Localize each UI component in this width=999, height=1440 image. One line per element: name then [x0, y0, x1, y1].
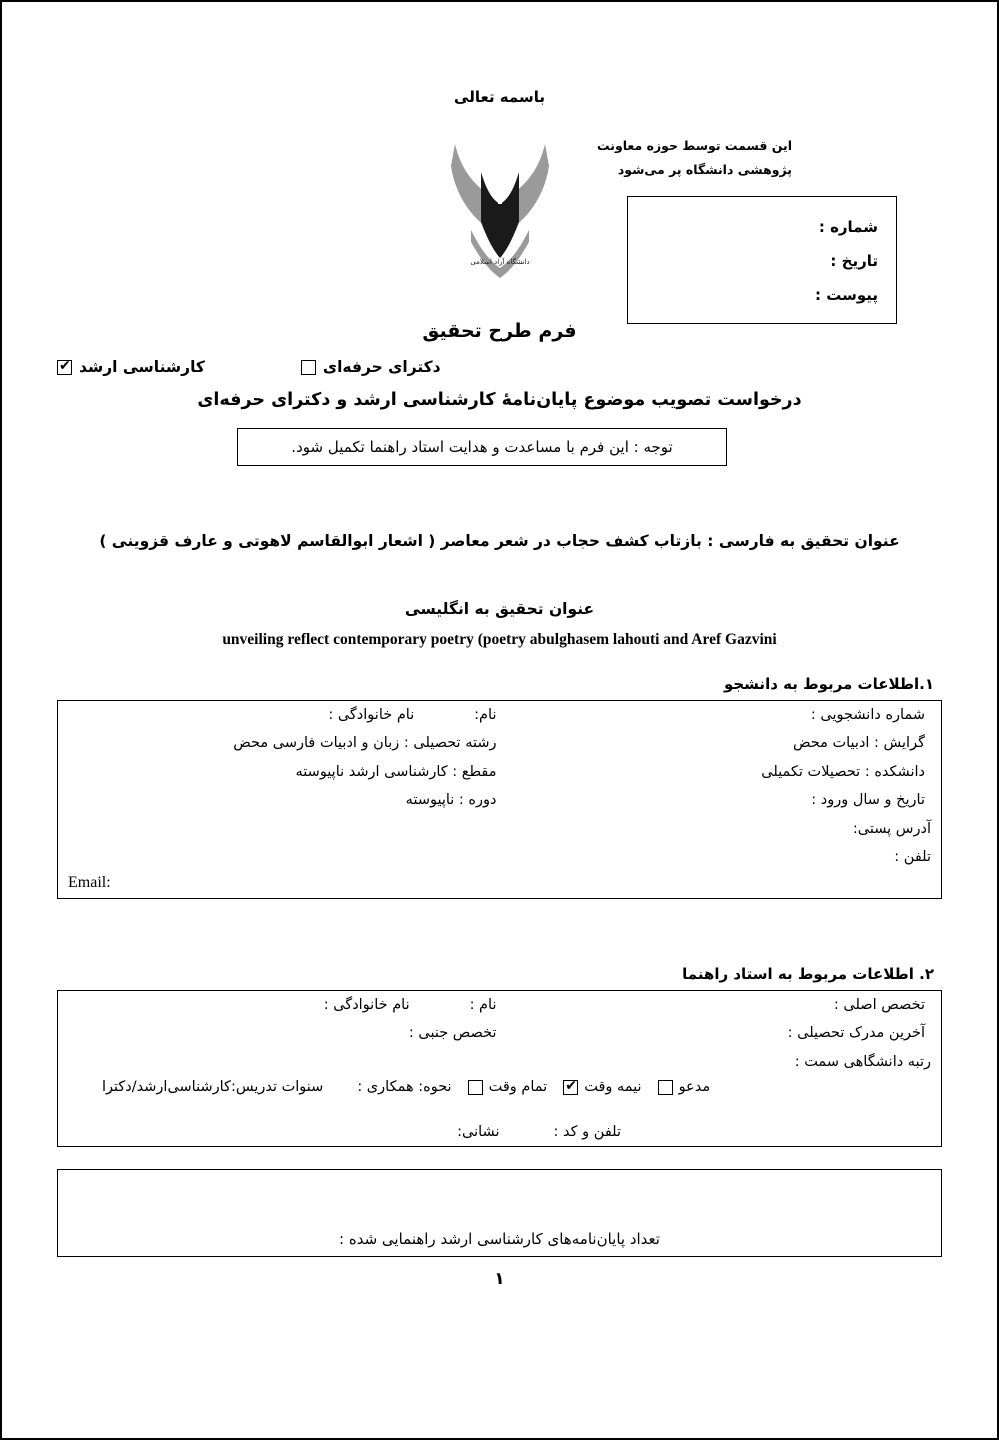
supervisor-secondary-specialty-label: تخصص جنبی :: [408, 1025, 497, 1042]
supervisor-academic-rank-label: رتبه دانشگاهی سمت :: [794, 1053, 931, 1070]
student-faculty: دانشکده : تحصیلات تکمیلی: [761, 763, 925, 780]
registration-number-label: شماره :: [818, 218, 878, 236]
student-name-group: [68, 704, 497, 726]
student-last-name-label: نام خانوادگی :: [328, 707, 415, 723]
cooperation-option-parttime[interactable]: [563, 1079, 641, 1095]
supervisor-last-name-label: نام خانوادگی :: [323, 996, 410, 1013]
degree-option-professional-doctorate-label: دکترای حرفه‌ای: [322, 358, 441, 376]
student-section-heading: ۱.اطلاعات مربوط به دانشجو: [723, 675, 934, 693]
registration-date-label: تاریخ :: [830, 251, 878, 270]
supervisor-cooperation-label: نحوه: همکاری :: [357, 1079, 452, 1096]
header-row: [57, 106, 942, 336]
supervisor-last-degree-label: آخرین مدرک تحصیلی :: [787, 1025, 925, 1042]
section-spacer: [57, 899, 942, 939]
azad-university-logo-icon: [441, 126, 559, 286]
supervisor-info-table: [57, 990, 942, 1147]
checkbox-parttime-icon[interactable]: [563, 1080, 578, 1095]
student-entry-date: تاریخ و سال ورود :: [811, 792, 925, 809]
student-phone-label: تلفن :: [894, 849, 931, 866]
degree-option-masters[interactable]: [57, 358, 205, 376]
registration-attachment-label: پیوست :: [814, 285, 878, 304]
cooperation-option-fulltime-label: تمام وقت: [488, 1079, 548, 1096]
student-first-name-label: نام:: [474, 707, 497, 723]
cooperation-option-fulltime[interactable]: [468, 1079, 548, 1095]
degree-option-masters-label: کارشناسی ارشد: [79, 358, 205, 376]
table-row: [58, 991, 941, 1019]
office-use-note-line2: پژوهشی دانشگاه پر می‌شود: [617, 161, 792, 177]
supervisor-phone-label: تلفن و کد :: [553, 1124, 621, 1141]
student-specialization: گرایش : ادبیات محض: [792, 735, 925, 752]
registration-box: [627, 196, 897, 324]
student-field-of-study: رشته تحصیلی : زبان و ادبیات فارسی محض: [233, 735, 497, 752]
cooperation-option-invited[interactable]: [658, 1079, 711, 1095]
supervisor-teaching-row: [58, 1076, 941, 1098]
checkbox-professional-doctorate-icon[interactable]: [301, 360, 316, 375]
cooperation-option-invited-label: مدعو: [678, 1079, 711, 1096]
table-row: [58, 843, 941, 871]
student-postal-address-label: آدرس پستی:: [852, 820, 931, 837]
student-course-type: دوره : ناپیوسته: [405, 792, 497, 809]
attention-box: توجه : این فرم با مساعدت و هدایت استاد راهنما تکمیل شود.: [237, 428, 727, 466]
svg-text:دانشگاه آزاد اسلامی: دانشگاه آزاد اسلامی: [469, 258, 530, 266]
student-info-table: [57, 700, 942, 899]
cooperation-option-parttime-label: نیمه وقت: [584, 1079, 642, 1096]
research-title-en: unveiling reflect contemporary poetry (poetry abulghasem lahouti and Aref Gazvini: [222, 631, 777, 648]
degree-selection-row: [57, 358, 942, 376]
table-row: [58, 786, 941, 814]
table-row: [58, 758, 941, 786]
basmala-text: باسمه تعالی: [454, 88, 545, 106]
supervisor-name-group: [68, 994, 497, 1016]
supervisor-teaching-years-label: سنوات تدریس:کارشناسی‌ارشد/دکترا: [102, 1079, 324, 1096]
table-row: [58, 1019, 941, 1047]
student-level: مقطع : کارشناسی ارشد ناپیوسته: [295, 763, 497, 780]
supervisor-address-label: نشانی:: [457, 1124, 500, 1141]
supervisor-main-specialty-label: تخصص اصلی :: [833, 996, 925, 1013]
supervisor-first-name-label: نام :: [469, 996, 497, 1013]
supervised-theses-label: تعداد پایان‌نامه‌های کارشناسی ارشد راهنمایی شده :: [339, 1230, 660, 1249]
page-inner: [2, 2, 997, 1438]
supervised-theses-box: [57, 1169, 942, 1257]
office-use-note: [582, 134, 792, 182]
request-title: درخواست تصویب موضوع پایان‌نامۀ کارشناسی ارشد و دکترای حرفه‌ای: [197, 390, 802, 410]
student-email-label: Email:: [68, 873, 111, 891]
student-id-label: شماره دانشجویی :: [810, 707, 925, 723]
office-use-note-line1: این قسمت توسط حوزه معاونت: [597, 138, 792, 153]
table-row: [58, 729, 941, 757]
research-title-en-label: عنوان تحقیق به انگلیسی: [404, 600, 595, 618]
table-row: [58, 1048, 941, 1076]
checkbox-masters-icon[interactable]: [57, 360, 72, 375]
table-row: [58, 815, 941, 843]
checkbox-fulltime-icon[interactable]: [468, 1080, 483, 1095]
supervisor-address-row: [58, 1098, 941, 1146]
degree-option-professional-doctorate[interactable]: [301, 358, 441, 376]
research-title-fa: عنوان تحقیق به فارسی : بازتاب کشف حجاب در شعر معاصر ( اشعار ابوالقاسم لاهوتی و عارف قزوینی ): [99, 532, 900, 550]
checkbox-invited-icon[interactable]: [658, 1080, 673, 1095]
page-number: ۱: [494, 1269, 505, 1290]
supervisor-section-heading: ۲. اطلاعات مربوط به استاد راهنما: [682, 964, 934, 983]
table-row: [58, 701, 941, 729]
form-title: فرم طرح تحقیق: [422, 320, 577, 342]
